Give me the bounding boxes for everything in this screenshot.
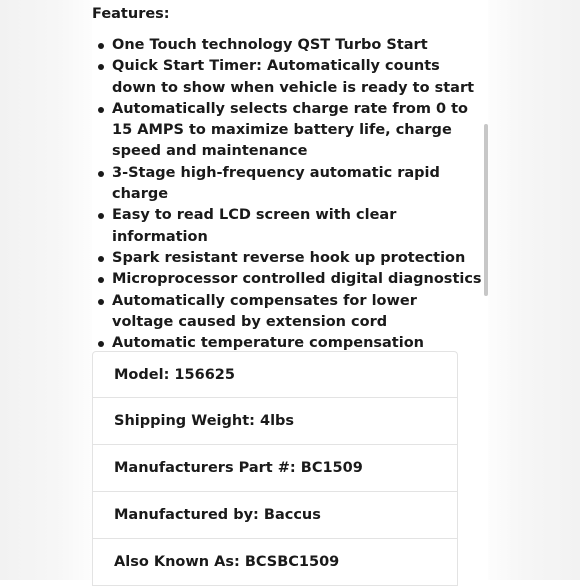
- bullet-icon: [98, 43, 104, 49]
- list-item: [112, 56, 482, 99]
- bullet-icon: [98, 341, 104, 347]
- scrollbar-thumb[interactable]: [484, 124, 488, 296]
- feature-text: 3-Stage high-frequency automatic rapid charge: [112, 164, 440, 203]
- spec-table: [92, 351, 458, 586]
- list-item: [112, 163, 482, 206]
- bullet-icon: [98, 277, 104, 283]
- feature-list: [92, 35, 482, 354]
- spec-row-model: Model: 156625: [93, 352, 457, 398]
- bullet-icon: [98, 64, 104, 70]
- bullet-icon: [98, 256, 104, 262]
- feature-text: Spark resistant reverse hook up protection: [112, 249, 466, 266]
- list-item: [112, 248, 482, 269]
- list-item: [112, 205, 482, 248]
- feature-text: One Touch technology QST Turbo Start: [112, 37, 428, 53]
- feature-text: Automatically compensates for lower voltage caused by extension cord: [112, 292, 417, 330]
- bullet-icon: [98, 171, 104, 177]
- left-backdrop: [0, 0, 92, 580]
- feature-text: Automatically selects charge rate from 0 to 15 AMPS to maximize battery life, charge speed and maintenance: [112, 100, 469, 160]
- spec-row-manufacturer: Manufactured by: Baccus: [93, 492, 457, 539]
- bullet-icon: [98, 213, 104, 219]
- feature-text: Microprocessor controlled digital diagnostics: [112, 271, 482, 288]
- feature-text: Quick Start Timer: Automatically counts down to show when vehicle is ready to start: [112, 58, 475, 96]
- list-item: [112, 99, 482, 163]
- list-item: [112, 35, 482, 56]
- right-backdrop: [488, 0, 580, 580]
- spec-row-part-number: Manufacturers Part #: BC1509: [93, 445, 457, 492]
- list-item: [112, 269, 482, 290]
- features-heading: Features:: [92, 6, 170, 22]
- feature-text: Easy to read LCD screen with clear information: [112, 207, 397, 245]
- bullet-icon: [98, 299, 104, 305]
- feature-text: Automatic temperature compensation: [112, 335, 424, 352]
- spec-row-shipping-weight: Shipping Weight: 4lbs: [93, 398, 457, 445]
- bullet-icon: [98, 107, 104, 113]
- list-item: [112, 291, 482, 334]
- spec-row-also-known-as: Also Known As: BCSBC1509: [93, 539, 457, 586]
